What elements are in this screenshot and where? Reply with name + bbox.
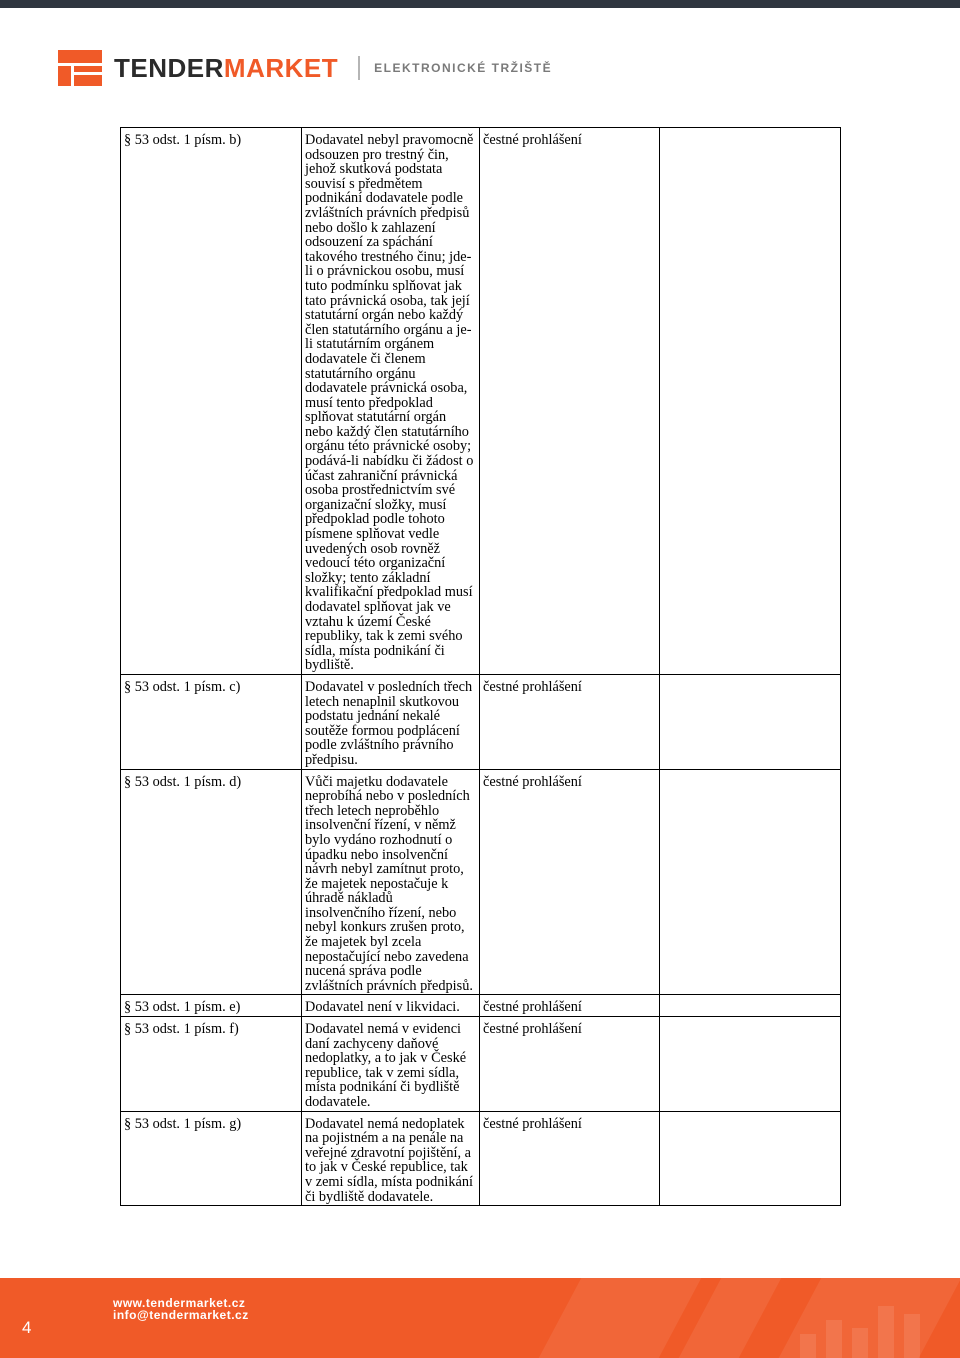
- criterion-proof: čestné prohlášení: [480, 674, 660, 769]
- criterion-requirement: Dodavatel nemá nedoplatek na pojistném a na penále na veřejné zdravotní pojištění, a to jak v České republice, tak v zemi sídla, místa podnikání či bydliště dodavatele.: [302, 1111, 480, 1206]
- email-link[interactable]: info@tendermarket.cz: [113, 1308, 249, 1322]
- criterion-note: [660, 1017, 841, 1112]
- brand-name-part1: TENDER: [114, 52, 224, 83]
- tendermarket-logo: [58, 48, 552, 88]
- criterion-reference: § 53 odst. 1 písm. g): [121, 1111, 302, 1206]
- criterion-reference: § 53 odst. 1 písm. f): [121, 1017, 302, 1112]
- criterion-note: [660, 995, 841, 1017]
- criterion-proof: čestné prohlášení: [480, 1017, 660, 1112]
- criterion-proof: čestné prohlášení: [480, 995, 660, 1017]
- brand-tagline: ELEKTRONICKÉ TRŽIŠTĚ: [374, 61, 553, 75]
- website-link[interactable]: www.tendermarket.cz: [113, 1296, 246, 1310]
- criterion-requirement: Dodavatel nebyl pravomocně odsouzen pro trestný čin, jehož skutková podstata souvisí s předmětem podnikání dodavatele podle zvláštních právních předpisů nebo došlo k zahlazení odsouzení za spáchání takového trestného činu; jde-li o právnickou osobu, musí tuto podmínku splňovat jak tato právnická osoba, tak její statutární orgán nebo každý člen statutárního orgánu a je-li statutárním orgánem dodavatele či členem statutárního orgánu dodavatele právnická osoba, musí tento předpoklad splňovat statutární orgán nebo každý člen statutárního orgánu této právnické osoby; podává-li nabídku či žádost o účast zahraniční právnická osoba prostřednictvím své organizační složky, musí předpoklad podle tohoto písmene splňovat vedle uvedených osob rovněž vedoucí této organizační složky; tento základní kvalifikační předpoklad musí dodavatel splňovat jak ve vztahu k území České republiky, tak k zemi svého sídla, místa podnikání či bydliště.: [302, 128, 480, 675]
- criterion-note: [660, 674, 841, 769]
- qualification-table: [120, 127, 841, 1206]
- tendermarket-logo-icon: [58, 50, 102, 86]
- criterion-proof: čestné prohlášení: [480, 769, 660, 995]
- footer-decoration: [800, 1306, 920, 1358]
- criterion-requirement: Dodavatel není v likvidaci.: [302, 995, 480, 1017]
- top-bar: [0, 0, 960, 8]
- criterion-note: [660, 1111, 841, 1206]
- criterion-proof: čestné prohlášení: [480, 1111, 660, 1206]
- criterion-reference: § 53 odst. 1 písm. b): [121, 128, 302, 675]
- criterion-requirement: Vůči majetku dodavatele neprobíhá nebo v posledních třech letech neproběhlo insolvenční řízení, v němž bylo vydáno rozhodnutí o úpadku nebo insolvenční návrh nebyl zamítnut proto, že majetek nepostačuje k úhradě nákladů insolvenčního řízení, nebo nebyl konkurs zrušen proto, že majetek byl zcela nepostačující nebo zavedena nucená správa podle zvláštních právních předpisů.: [302, 769, 480, 995]
- criterion-reference: § 53 odst. 1 písm. e): [121, 995, 302, 1017]
- criterion-reference: § 53 odst. 1 písm. c): [121, 674, 302, 769]
- criterion-requirement: Dodavatel nemá v evidenci daní zachyceny daňové nedoplatky, a to jak v České republice, tak v zemi sídla, místa podnikání či bydliště dodavatele.: [302, 1017, 480, 1112]
- qualification-table-body: [121, 128, 841, 1206]
- page-number: 4: [22, 1318, 32, 1337]
- brand-name: [114, 53, 338, 84]
- table-row: [121, 1017, 841, 1112]
- criterion-requirement: Dodavatel v posledních třech letech nenaplnil skutkovou podstatu jednání nekalé soutěže formou podplácení podle zvláštního právního předpisu.: [302, 674, 480, 769]
- criterion-note: [660, 769, 841, 995]
- table-row: [121, 1111, 841, 1206]
- criterion-reference: § 53 odst. 1 písm. d): [121, 769, 302, 995]
- logo-divider: [358, 56, 360, 80]
- table-row: [121, 769, 841, 995]
- criterion-note: [660, 128, 841, 675]
- table-row: [121, 674, 841, 769]
- criterion-proof: čestné prohlášení: [480, 128, 660, 675]
- table-row: [121, 128, 841, 675]
- table-row: [121, 995, 841, 1017]
- footer-contact: [113, 1297, 249, 1321]
- brand-name-part2: MARKET: [223, 52, 339, 83]
